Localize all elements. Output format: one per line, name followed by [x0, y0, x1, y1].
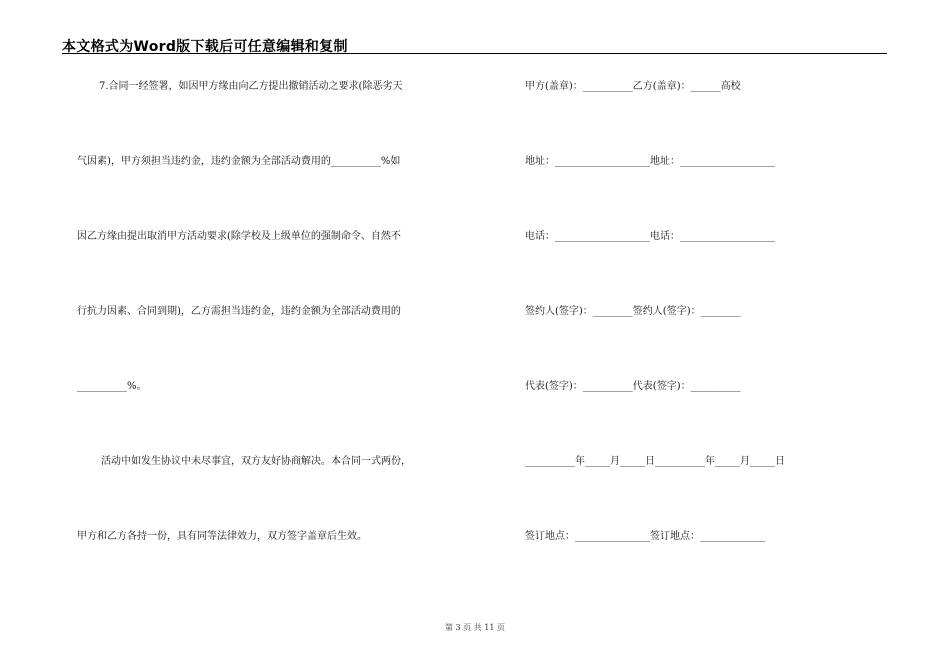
address-line: 地址：___________________地址：___________________ — [525, 156, 775, 167]
representative-line: 代表(签字)：__________代表(签字)：__________ — [525, 381, 741, 392]
signatory-line: 签约人(签字)：________签约人(签字)：________ — [525, 306, 741, 317]
left-line-3: 因乙方缘由提出取消甲方活动要求(除学校及上级单位的强制命令、自然不 — [77, 231, 401, 242]
left-line-2: 气因素)，甲方须担当违约金，违约金额为全部活动费用的__________%如 — [77, 156, 401, 167]
phone-line: 电话：___________________电话：___________________ — [525, 231, 775, 242]
header-rule — [62, 53, 887, 54]
page-footer: 第 3 页 共 11 页 — [445, 623, 505, 632]
left-line-6: 活动中如发生协议中未尽事宜，双方友好协商解决。本合同一式两份， — [101, 456, 411, 467]
left-line-4: 行抗力因素、合同到期)，乙方需担当违约金，违约金额为全部活动费用的 — [77, 306, 401, 317]
page-header-title: 本文格式为Word版下载后可任意编辑和复制 — [62, 39, 348, 55]
party-seal-line: 甲方(盖章)：__________乙方(盖章)：______高校 — [525, 81, 741, 92]
date-line: __________年_____月_____日__________年_____月_____日 — [525, 456, 785, 467]
left-line-1: 7.合同一经签署，如因甲方缘由向乙方提出撤销活动之要求(除恶劣天 — [99, 81, 403, 92]
left-line-7: 甲方和乙方各持一份，具有同等法律效力，双方签字盖章后生效。 — [77, 531, 367, 542]
signing-place-line: 签订地点：_______________签订地点：_____________ — [525, 531, 765, 542]
left-line-5: __________%。 — [77, 381, 147, 392]
